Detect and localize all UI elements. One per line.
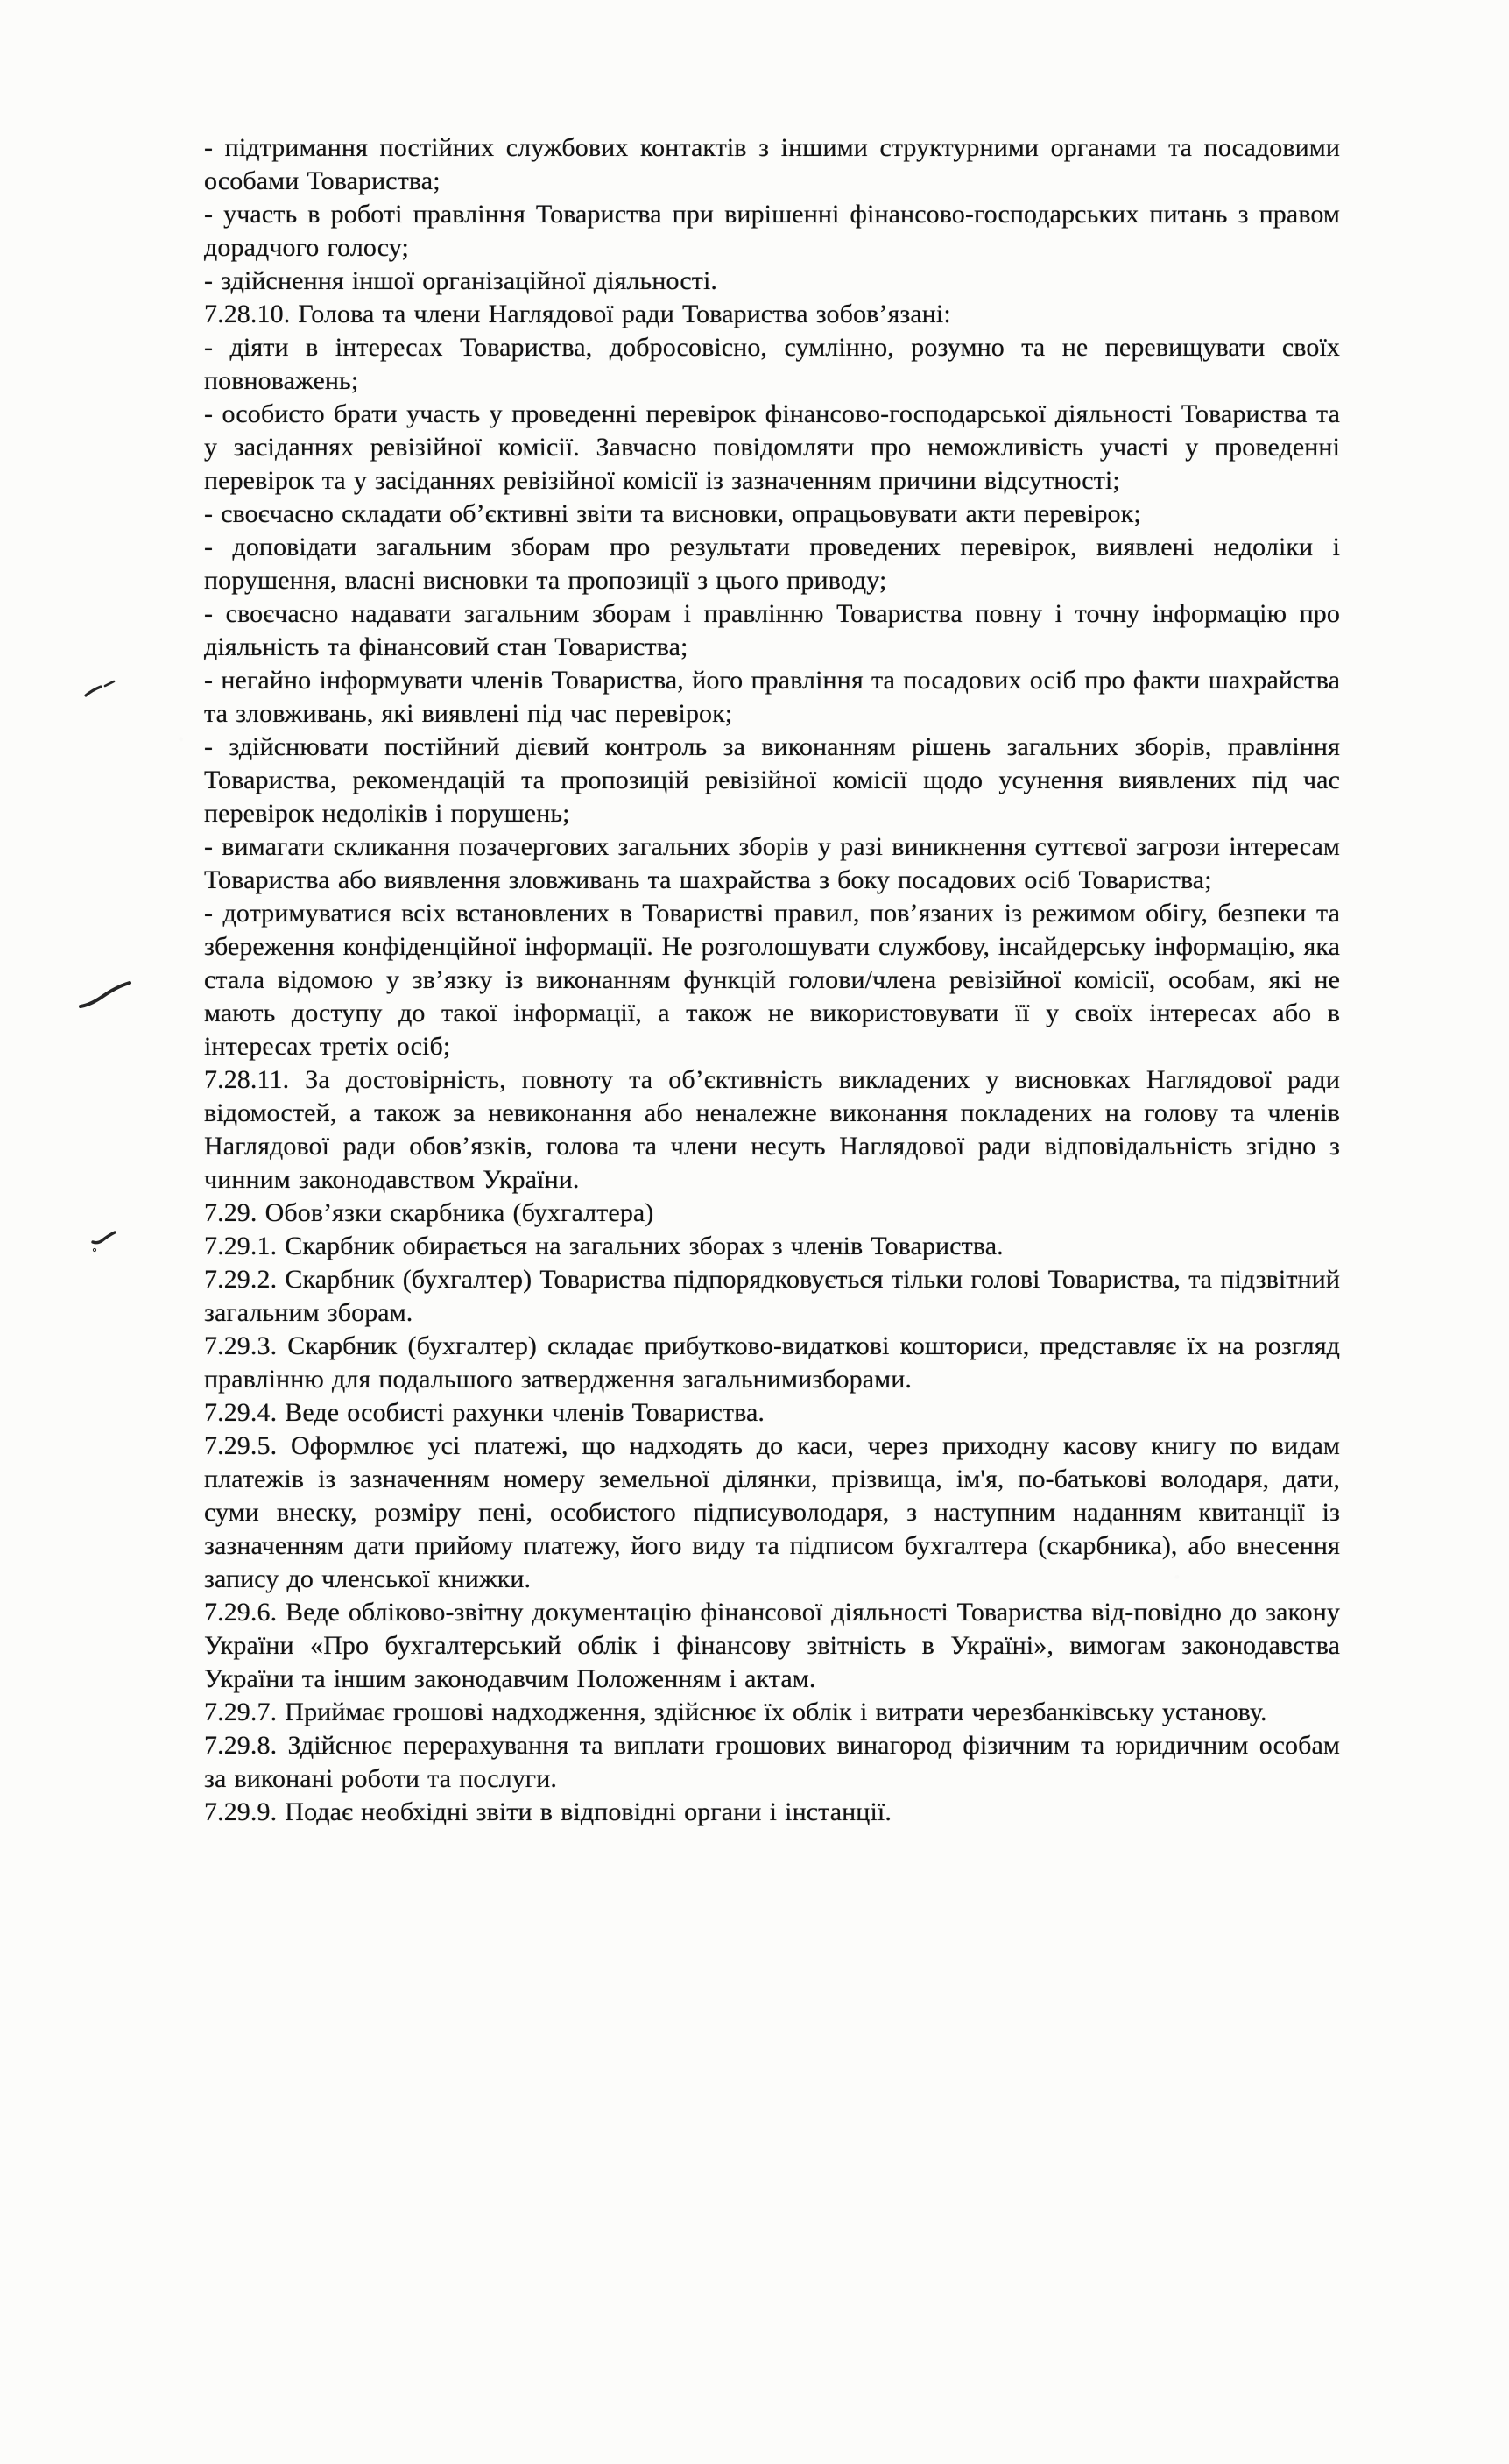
paragraph: 7.29.4. Веде особисті рахунки членів Товариства. bbox=[204, 1398, 765, 1427]
paragraph: 7.28.10. Голова та члени Наглядової ради Товариства зобов’язані: bbox=[204, 300, 951, 328]
paragraph: - діяти в інтересах Товариства, добросовісно, сумлінно, розумно та не перевищувати своїх повноважень; bbox=[204, 333, 1340, 395]
paragraph: 7.29.8. Здійснює перерахування та виплати грошових винагород фізичним та юридичним особам за виконані роботи та послуги. bbox=[204, 1731, 1340, 1793]
paragraph: - своєчасно складати об’єктивні звіти та висновки, опрацьовувати акти перевірок; bbox=[204, 499, 1141, 528]
paragraph: 7.29.9. Подає необхідні звіти в відповідні органи і інстанції. bbox=[204, 1797, 892, 1826]
pen-tick-icon bbox=[89, 1225, 121, 1254]
paragraph: - підтримання постійних службових контактів з іншими структурними органами та посадовими особами Товариства; bbox=[204, 133, 1340, 195]
pen-slash-icon bbox=[79, 979, 133, 1009]
paragraph: 7.29. Обов’язки скарбника (бухгалтера) bbox=[204, 1198, 654, 1227]
paragraph: 7.28.11. За достовірність, повноту та об’єктивність викладених у висновках Наглядової ради відомостей, а також за невиконання або неналежне виконання покладених на голову та членів Наглядової ради обов’язків, голова та члени несуть Наглядової ради відповідальність згідно з чинним законодавством України. bbox=[204, 1065, 1340, 1194]
left-margin bbox=[0, 0, 201, 2464]
pen-tick-icon bbox=[84, 679, 119, 700]
paragraph: 7.29.1. Скарбник обирається на загальних зборах з членів Товариства. bbox=[204, 1232, 1004, 1260]
paragraph: - здійснювати постійний дієвий контроль за виконанням рішень загальних зборів, правління Товариства, рекомендацій та пропозицій ревізійної комісії щодо усунення виявлених під час перевірок недоліків і порушень; bbox=[204, 732, 1340, 828]
paragraph: - доповідати загальним зборам про результати проведених перевірок, виявлені недоліки і порушення, власні висновки та пропозиції з цього приводу; bbox=[204, 533, 1340, 595]
paragraph: - вимагати скликання позачергових загальних зборів у разі виникнення суттєвої загрози інтересам Товариства або виявлення зловживань та шахрайства з боку посадових осіб Товариства; bbox=[204, 832, 1340, 894]
paragraph: - дотримуватися всіх встановлених в Товаристві правил, пов’язаних із режимом обігу, безпеки та збереження конфіденційної інформації. Не розголошувати службову, інсайдерську інформацію, яка стала відомою у зв’язку із виконанням функцій голови/члена ревізійної комісії, особам, які не мають доступу до такої інформації, а також не використовувати її у своїх інтересах або в інтересах третіх осіб; bbox=[204, 899, 1340, 1061]
paragraph: - здійснення іншої організаційної діяльності. bbox=[204, 266, 717, 295]
paragraph: 7.29.5. Оформлює усі платежі, що надходять до каси, через приходну касову книгу по видам платежів із зазначенням номеру земельної ділянки, прізвища, ім'я, по-батькові володаря, дати, суми внеску, розміру пені, особистого підписуволодаря, з наступним наданням квитанції із зазначенням дати прийому платежу, його виду та підписом бухгалтера (скарбника), або внесення запису до членської книжки. bbox=[204, 1431, 1340, 1593]
paragraph: - участь в роботі правління Товариства при вирішенні фінансово-господарських питань з правом дорадчого голосу; bbox=[204, 200, 1340, 262]
paragraph: 7.29.6. Веде обліково-звітну документацію фінансової діяльності Товариства від-повідно до закону України «Про бухгалтерський облік і фінансову звітність в Україні», вимогам законодавства України та іншим законодавчим Положенням і актам. bbox=[204, 1598, 1340, 1693]
paragraph: - негайно інформувати членів Товариства, його правління та посадових осіб про факти шахрайства та зловживань, які виявлені під час перевірок; bbox=[204, 666, 1340, 728]
paragraph: - своєчасно надавати загальним зборам і правлінню Товариства повну і точну інформацію про діяльність та фінансовий стан Товариства; bbox=[204, 599, 1340, 661]
paragraph: - особисто брати участь у проведенні перевірок фінансово-господарської діяльності Товариства та у засіданнях ревізійної комісії. Завчасно повідомляти про неможливість участі у проведенні перевірок та у засіданнях ревізійної комісії із зазначенням причини відсутності; bbox=[204, 399, 1340, 495]
paragraph: 7.29.3. Скарбник (бухгалтер) складає прибутково-видаткові кошториси, представляє їх на розгляд правлінню для подальшого затвердження загальнимизборами. bbox=[204, 1331, 1340, 1394]
paragraph: 7.29.7. Приймає грошові надходження, здійснює їх облік і витрати черезбанківську установу. bbox=[204, 1698, 1267, 1726]
paragraph: 7.29.2. Скарбник (бухгалтер) Товариства підпорядковується тільки голові Товариства, та підзвітний загальним зборам. bbox=[204, 1265, 1340, 1327]
document-body bbox=[204, 131, 1340, 1829]
